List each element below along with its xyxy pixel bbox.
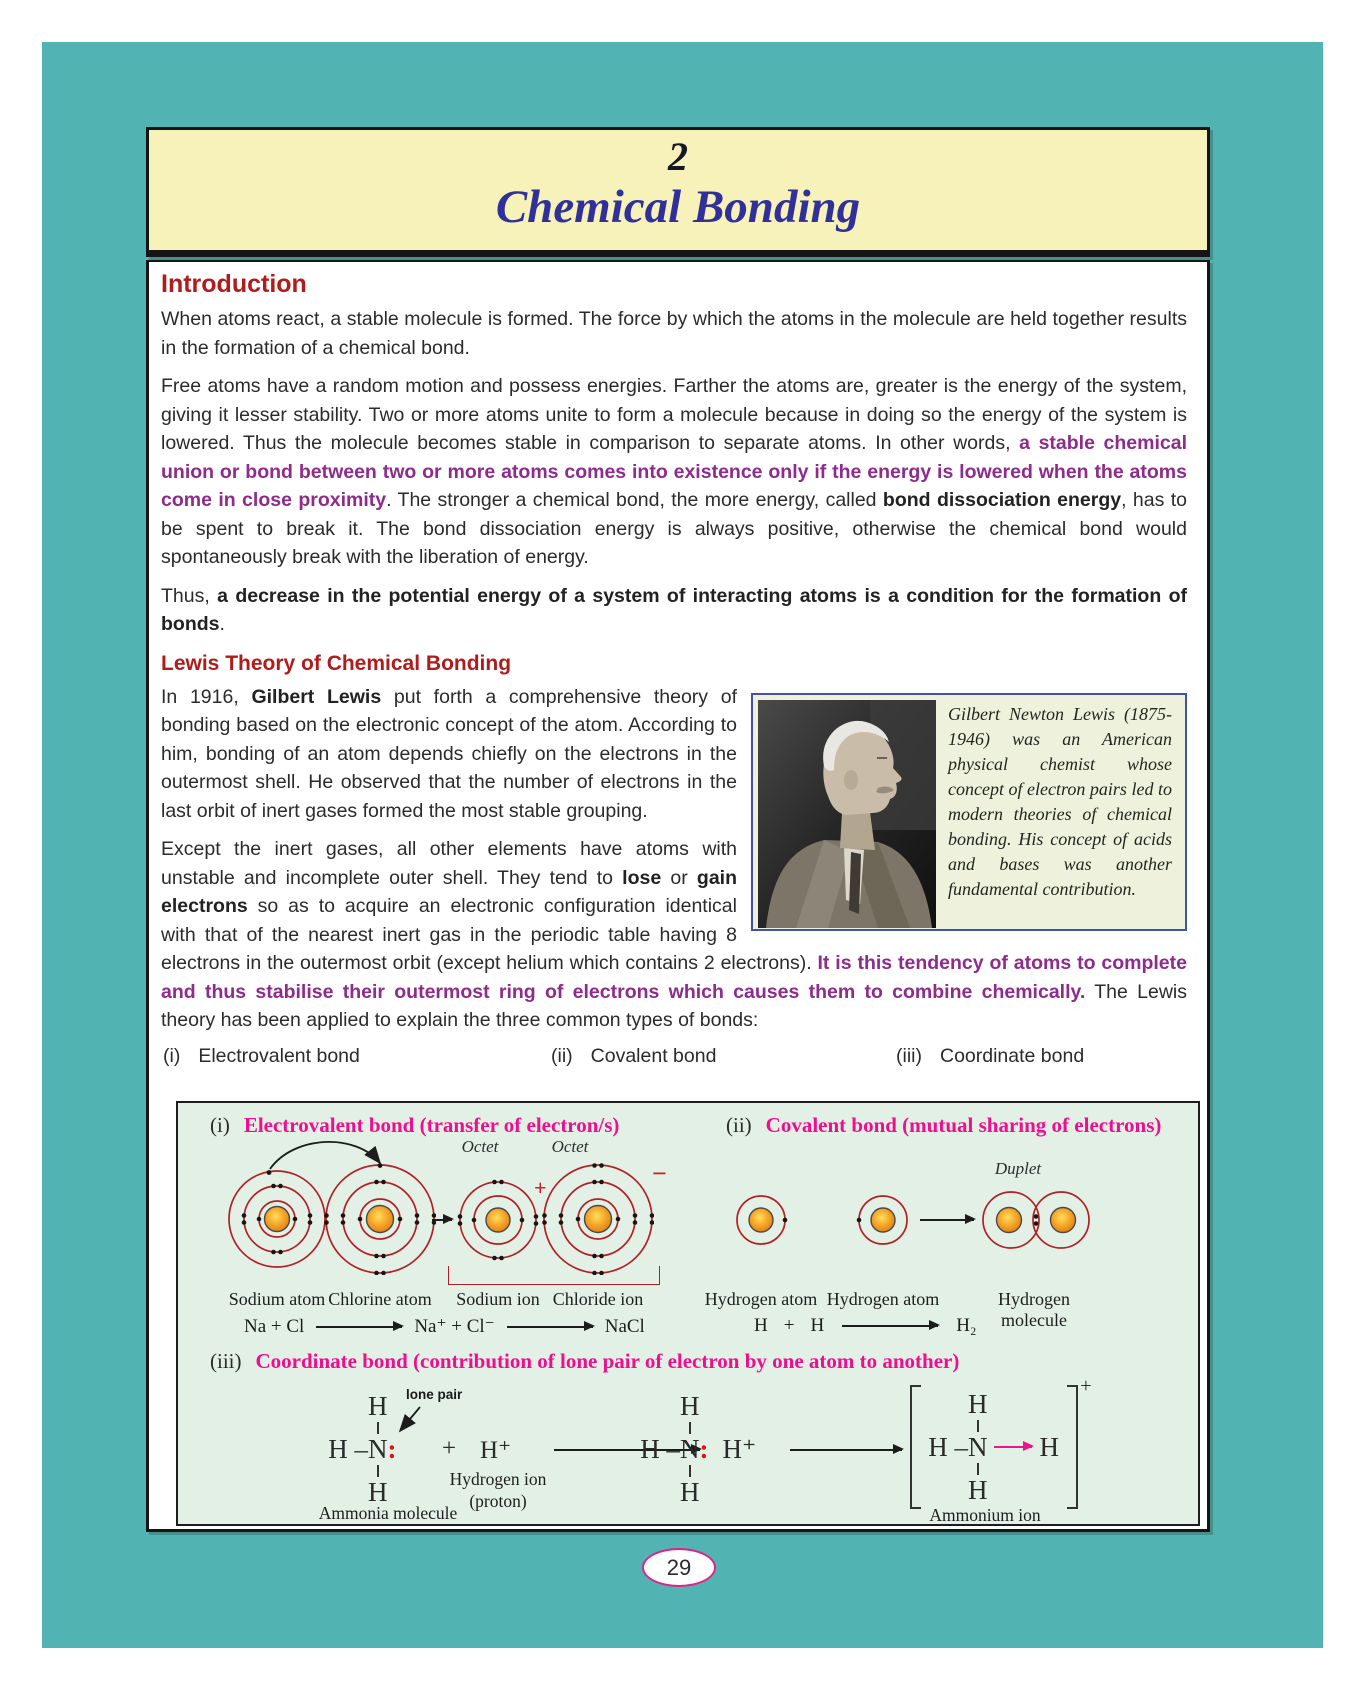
atom-symbol: H – xyxy=(928,1432,968,1462)
atom-symbol: H xyxy=(968,1389,988,1419)
coordinate-bond-arrow-icon xyxy=(994,1446,1032,1448)
list-numeral: (i) xyxy=(163,1044,181,1067)
bracket-right xyxy=(1067,1385,1078,1509)
content-box xyxy=(146,260,1210,1532)
chlorine-atom-diagram xyxy=(324,1163,436,1275)
lone-pair-label: lone pair xyxy=(406,1387,463,1402)
list-label: Electrovalent bond xyxy=(198,1044,360,1067)
covalent-heading xyxy=(726,1113,1161,1138)
equation-rhs: NaCl xyxy=(604,1315,645,1337)
atom-symbol: H xyxy=(680,1477,700,1507)
proton-label: (proton) xyxy=(469,1491,527,1511)
heading-title: Coordinate bond (contribution of lone pair of electron by one atom to another) xyxy=(255,1349,960,1373)
chloride-ion-label: Chloride ion xyxy=(552,1289,644,1309)
atom-symbol: H xyxy=(680,1391,700,1421)
heading-numeral: (i) xyxy=(210,1113,230,1137)
atom-symbol: N xyxy=(680,1434,700,1464)
text-run-highlight: It is this tendency of atoms to complete and thus stabilise their outermost ring of electrons which causes them to combine chemically. xyxy=(161,952,1187,1003)
text-run: put forth a comprehensive theory of bonding based on the electronic concept of the atom. According to him, bonding of an atom depends chiefly on the electrons in the outermost shell. He observed that the number of electrons in the last orbit of inert gases formed the most stable grouping. xyxy=(161,685,738,822)
bond-list-item-electrovalent xyxy=(163,1045,551,1068)
heading-title: Electrovalent bond (transfer of electron/s) xyxy=(243,1113,620,1137)
list-numeral: (iii) xyxy=(896,1044,922,1067)
lewis-caption: Gilbert Newton Lewis (1875-1946) was an American physical chemist whose concept of electron pairs led to modern theories of chemical bonding. His concept of acids and bases was another fundamental contribution. xyxy=(948,703,1172,899)
atom-symbol: H – xyxy=(640,1434,680,1464)
list-label: Covalent bond xyxy=(590,1044,717,1067)
positive-charge-sign: + xyxy=(1080,1375,1092,1397)
chapter-title: Chemical Bonding xyxy=(495,181,861,233)
atom-symbol: H – xyxy=(328,1434,368,1464)
atom-symbol: H xyxy=(968,1475,988,1505)
covalent-equation xyxy=(754,1315,977,1337)
text-run-bold: bond dissociation energy xyxy=(882,489,1122,511)
equation-lhs: Na + Cl xyxy=(244,1315,305,1337)
ammonia-hydrogen-ion-structure xyxy=(630,1391,796,1507)
heading-title: Covalent bond (mutual sharing of electrons) xyxy=(765,1113,1162,1137)
positive-charge-sign: + xyxy=(534,1175,547,1200)
electrovalent-equation xyxy=(244,1315,645,1338)
sodium-atom-diagram xyxy=(225,1167,329,1271)
plus-sign: + xyxy=(783,1315,795,1336)
page-sheet xyxy=(146,127,1210,1532)
hydrogen-ion-label: Hydrogen ion xyxy=(449,1469,547,1489)
text-run-highlight: a stable chemical union or bond between two or more atoms comes into existence only if the energy is lowered when the atoms come in close proximity xyxy=(161,432,1187,511)
hydrogen-atom-diagram xyxy=(732,1191,790,1249)
ammonium-ion-label: Ammonium ion xyxy=(929,1505,1041,1525)
text-run: Thus, xyxy=(161,584,218,607)
reaction-arrow-icon xyxy=(507,1326,593,1328)
lone-pair-dots: : xyxy=(387,1434,395,1464)
bracket-left xyxy=(910,1385,921,1509)
chlorine-atom-label: Chlorine atom xyxy=(328,1289,432,1309)
ammonia-molecule-label: Ammonia molecule xyxy=(318,1503,458,1523)
chapter-header xyxy=(146,127,1210,257)
page-number-badge xyxy=(642,1548,716,1587)
page-number: 29 xyxy=(666,1554,692,1580)
text-run: Except the inert gases, all other elements have atoms with unstable and incomplete outer shell. They tend to xyxy=(161,838,737,889)
lewis-heading: Lewis Theory of Chemical Bonding xyxy=(161,651,512,675)
reaction-arrow-icon xyxy=(790,1449,902,1451)
coordinate-heading xyxy=(210,1349,959,1374)
ammonium-structure xyxy=(910,1375,1092,1509)
text-run: . xyxy=(219,613,225,635)
hydrogen-molecule-diagram xyxy=(978,1188,1092,1252)
text-run-bold: lose xyxy=(622,866,662,889)
text-run: or xyxy=(661,866,697,889)
equation-rhs: H₂ xyxy=(956,1315,977,1336)
intro-heading: Introduction xyxy=(161,270,307,298)
hydrogen-ion-symbol: H⁺ xyxy=(480,1437,512,1464)
intro-paragraph-1 xyxy=(161,305,1187,362)
chloride-ion-diagram xyxy=(542,1163,654,1275)
text-run: so as to acquire an electronic configuration identical with that of the nearest inert gas in the periodic table having 8 electrons in the outermost orbit (except helium which contains 2 electrons). xyxy=(161,895,818,974)
hydrogen-molecule-label: Hydrogen molecule xyxy=(998,1289,1070,1330)
text-run-bold: gain electrons xyxy=(161,866,737,917)
reaction-arrow-icon xyxy=(842,1325,938,1327)
atom-symbol: H xyxy=(368,1391,388,1421)
text-run-bold: Gilbert Lewis xyxy=(251,685,382,708)
sodium-atom-label: Sodium atom xyxy=(228,1289,326,1309)
chapter-number: 2 xyxy=(668,134,688,179)
lewis-portrait-box xyxy=(751,693,1187,931)
ammonium-grid xyxy=(926,1389,1062,1505)
bond-list-item-covalent xyxy=(551,1045,896,1068)
coordinate-bond-group xyxy=(988,1432,1060,1462)
duplet-label: Duplet xyxy=(994,1159,1042,1178)
hydrogen-atom-diagram xyxy=(854,1191,912,1249)
lone-pair-pointer-icon xyxy=(390,1403,426,1439)
octet-label-2: Octet xyxy=(551,1137,589,1156)
bond-type-list xyxy=(163,1045,1187,1068)
text-run-bold: a decrease in the potential energy of a system of interacting atoms is a condition for the formation of bonds xyxy=(161,584,1187,635)
reaction-arrow-icon xyxy=(432,1219,452,1221)
intro-paragraph-3 xyxy=(161,582,1187,639)
negative-charge-sign: − xyxy=(652,1159,667,1188)
atom-symbol: H xyxy=(1039,1432,1059,1462)
sodium-ion-label: Sodium ion xyxy=(456,1289,540,1309)
plus-sign: + xyxy=(442,1435,457,1462)
reaction-arrow-icon xyxy=(920,1219,974,1221)
heading-numeral: (ii) xyxy=(726,1113,752,1137)
hydrogen-atom-label: Hydrogen atom xyxy=(826,1289,940,1309)
list-label: Coordinate bond xyxy=(939,1044,1085,1067)
equation-mid: Na⁺ + Cl⁻ xyxy=(414,1316,495,1337)
heading-numeral: (iii) xyxy=(210,1349,242,1373)
atom-symbol: : H⁺ xyxy=(699,1434,757,1464)
text-run: When atoms react, a stable molecule is formed. The force by which the atoms in the molecule are held together results in the formation of a chemical bond. xyxy=(161,308,1187,359)
equation-lhs: H xyxy=(754,1315,768,1336)
atom-symbol: H xyxy=(368,1477,388,1507)
text-run: In 1916, xyxy=(161,685,252,708)
list-numeral: (ii) xyxy=(551,1044,573,1067)
hydrogen-atom-label: Hydrogen atom xyxy=(704,1289,818,1309)
octet-label-1: Octet xyxy=(461,1137,499,1156)
text-run: Free atoms have a random motion and possess energies. Farther the atoms are, greater is the energy of the system, giving it lesser stability. Two or more atoms unite to form a molecule because in doing so the energy of the system is lowered. Thus the molecule becomes stable in comparison to separate atoms. In other words, xyxy=(161,375,1187,454)
ion-pair-bracket xyxy=(448,1266,660,1285)
sodium-ion-diagram xyxy=(456,1178,540,1262)
reaction-arrow-icon xyxy=(316,1326,402,1328)
lewis-photo xyxy=(758,700,936,924)
equation-lhs: H xyxy=(810,1315,825,1336)
portrait-photo-icon xyxy=(758,700,936,928)
intro-paragraph-2 xyxy=(161,372,1187,572)
text-run: The Lewis theory has been applied to explain the three common types of bonds: xyxy=(161,980,1187,1031)
text-run: , has to be spent to break it. The bond dissociation energy is always positive, otherwise the chemical bond would spontaneously break with the liberation of energy. xyxy=(161,489,1187,568)
bond-list-item-coordinate xyxy=(896,1045,1084,1068)
atom-symbol: N xyxy=(968,1432,988,1462)
atom-symbol: N xyxy=(368,1434,388,1464)
text-run: . The stronger a chemical bond, the more energy, called xyxy=(386,489,883,511)
bond-diagram-panel xyxy=(176,1101,1200,1526)
